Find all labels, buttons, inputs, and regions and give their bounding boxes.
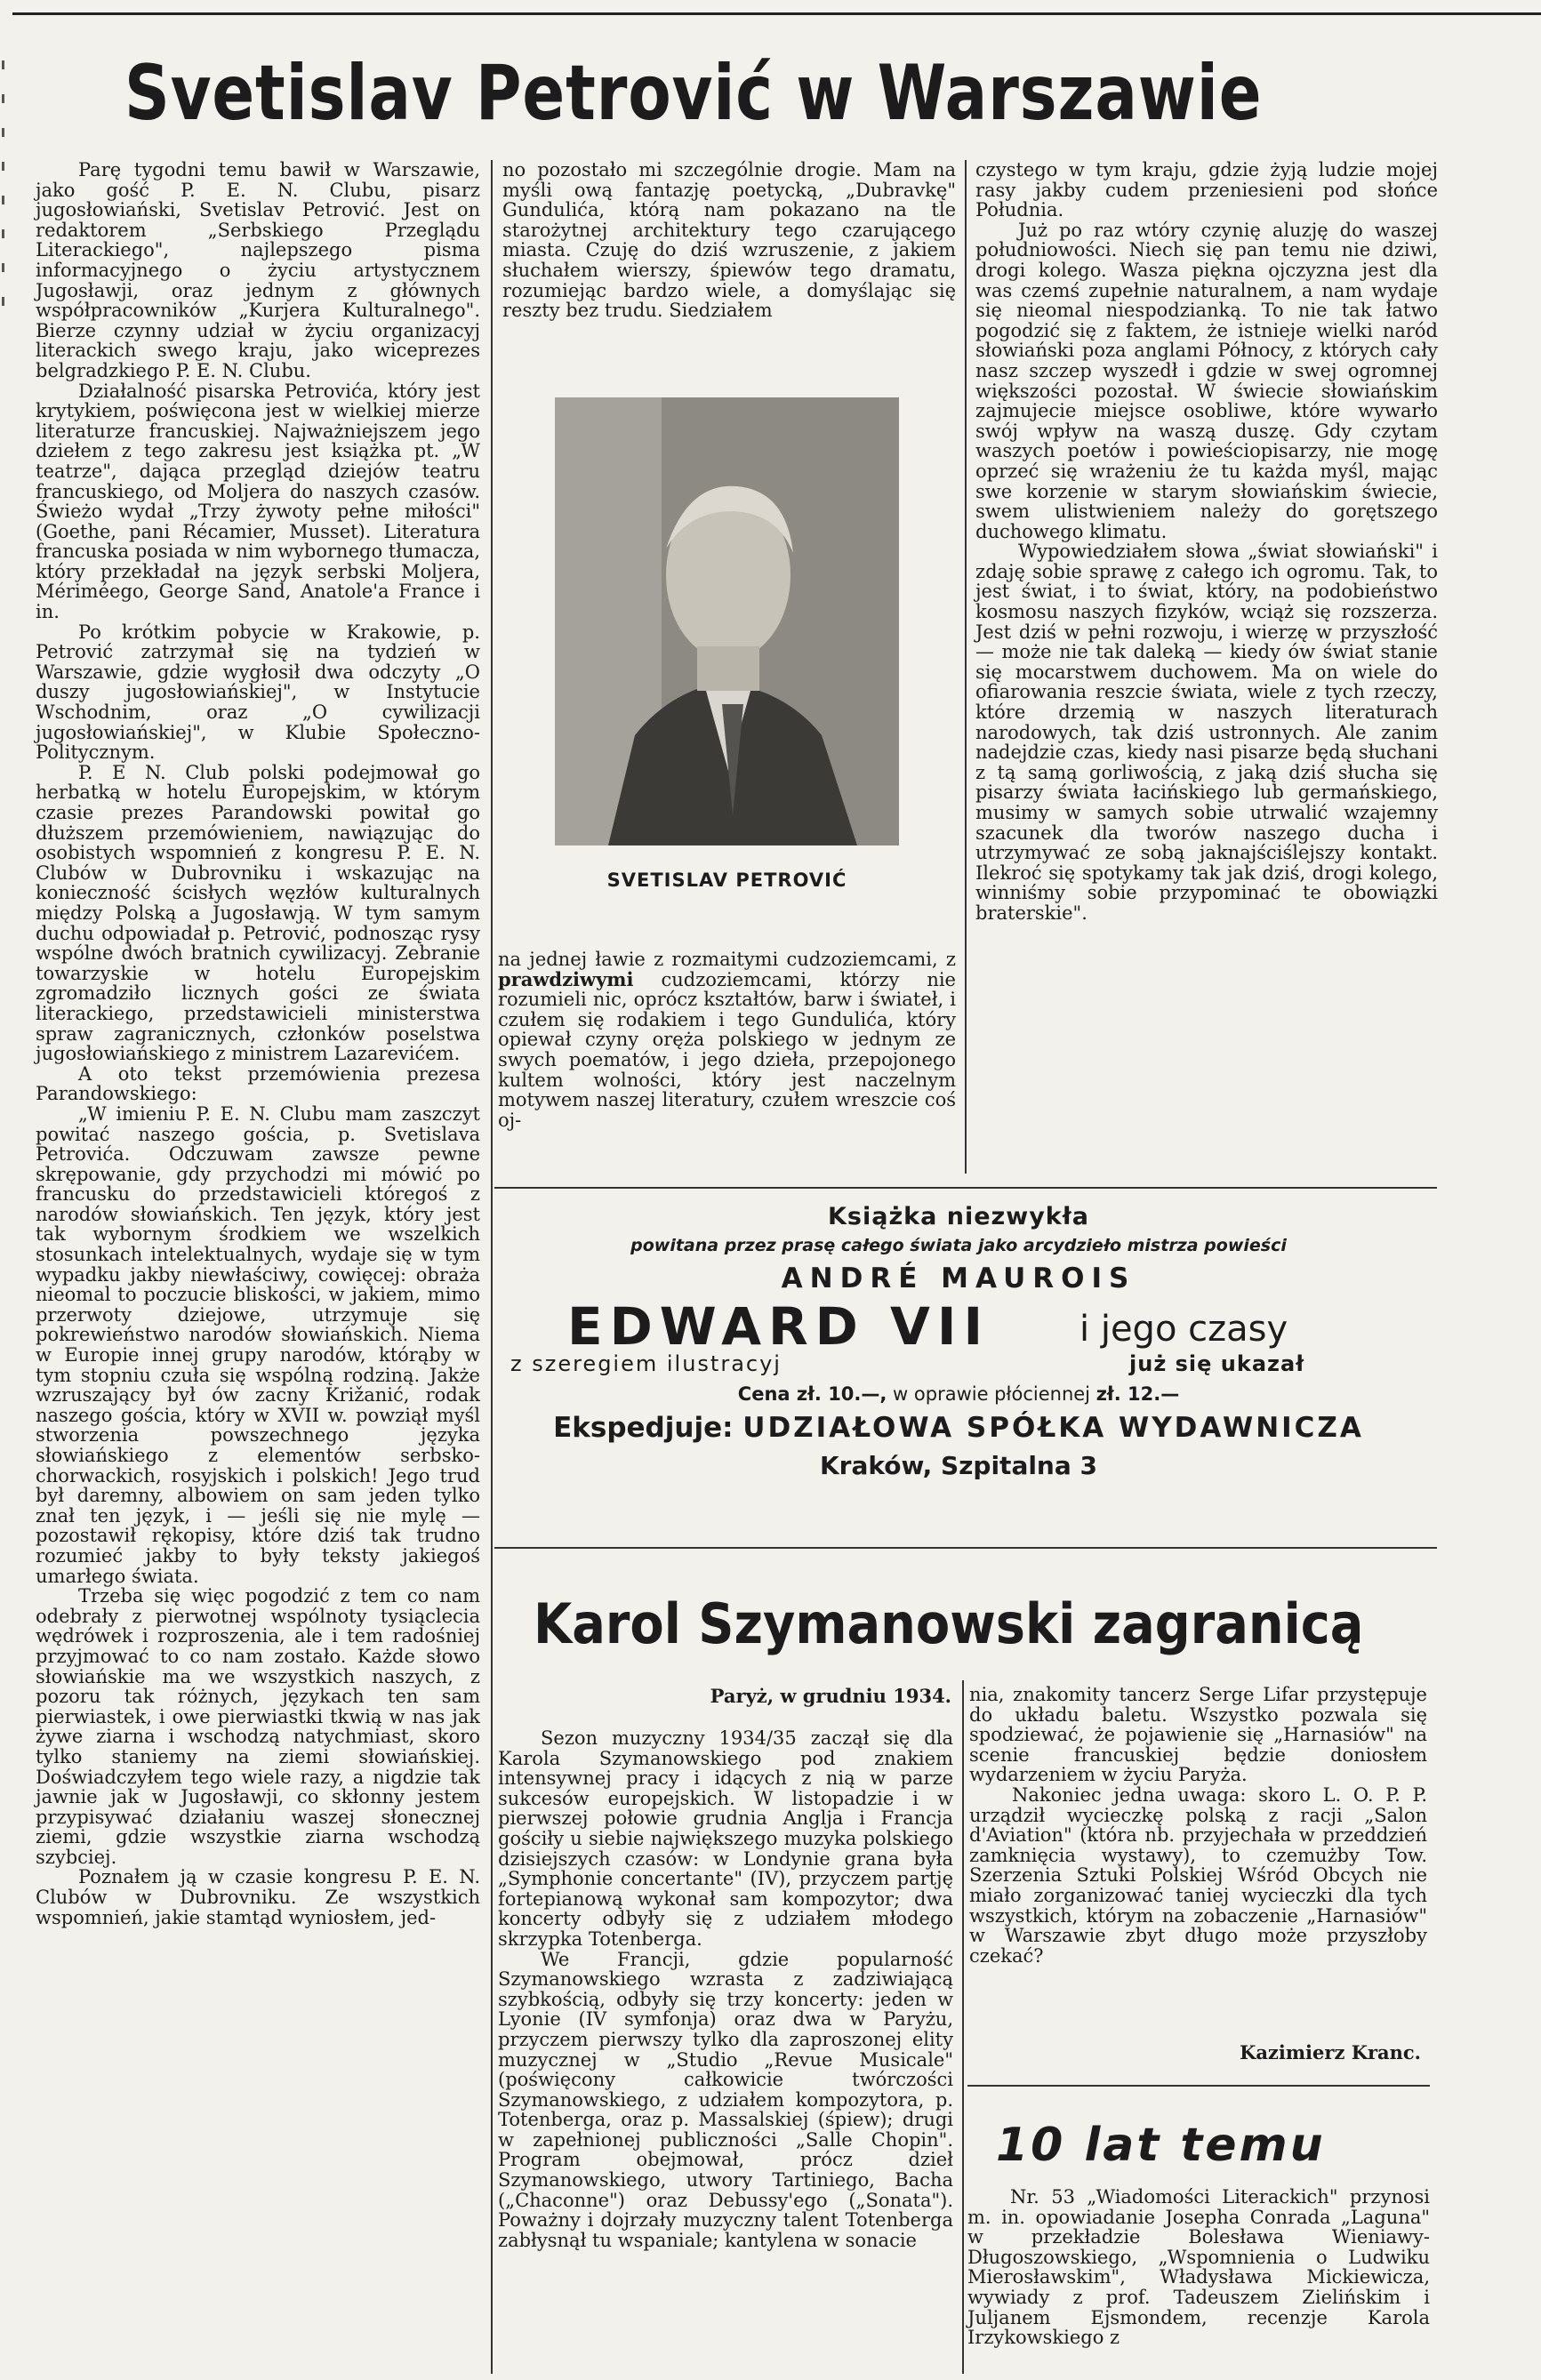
paragraph: Po krótkim pobycie w Krakowie, p. Petrović zatrzymał się na tydzień w Warszawie, gdzie wygłosił dwa odczyty „O duszy jugosłowiańskiej", w Instytucie Wschodnim, oraz „O cywilizacji jugosłowiańskiej", w Klubie Społeczno-Politycznym. xyxy=(36,621,480,764)
ad-published: już się ukazał xyxy=(1129,1351,1305,1376)
ad-price xyxy=(496,1383,1421,1405)
paragraph: nia, znakomity tancerz Serge Lifar przystępuje do układu baletu. Wszystko pozwala się spodziewać, że pojawienie się „Harnasiów" na scenie francuskiej będzie doniosłem wydarzeniem w życiu Paryża. xyxy=(969,1684,1427,1786)
dateline: Paryż, w grudniu 1934. xyxy=(710,1685,951,1707)
column-rule xyxy=(491,160,493,2374)
section-rule xyxy=(967,2085,1430,2087)
article-headline-szymanowski: Karol Szymanowski zagranicą xyxy=(534,1591,1364,1656)
section-rule xyxy=(494,1187,1437,1189)
portrait-photo xyxy=(555,397,899,845)
paragraph: „W imieniu P. E. N. Clubu mam zaszczyt powitać naszego gościa, p. Svetislava Petrovića. Odczuwam zawsze pewne skrępowanie, gdy przychodzi mi mówić po francusku do przedstawicieli któregoś z narodów słowiańskich. Ten język, który jest tak wybornym środkiem we wszelkich stosunkach intelektualnych, wydaje się w tym wypadku jakby niewłaściwy, cowięcej: obraża nieomal to poczucie bliskości, w jakiem, mimo przerwoty dziejowe, utrzymuje się pokrewieństwo narodów słowiańskich. Niema w Europie innej grupy narodów, którąby w tym stopniu czuła się wspólną rodziną. Jakże wzruszający był ów zacny Križanić, rodak naszego gościa, który w XVII w. powziął myśl stworzenia powszechnego języka słowiańskiego z elementów serbsko-chorwackich, rosyjskich i polskich! Jego trud był daremny, albowiem on sam jeden tylko znał ten język, i — jeśli się nie mylę — pozostawił rękopisy, które dziś tak trudno rozumieć jakby to były teksty jakiegoś umarłego świata. xyxy=(36,1102,480,1587)
paragraph: Wypowiedziałem słowa „świat słowiański" i zdaję sobie sprawę z całego ich ogromu. Tak, to jest świat, i to świat, który, na podobieństwo kosmosu naszych fizyków, wciąż się rozszerza. Jest dziś w pełni rozwoju, i wierzę w przyszłość — może nie tak daleką — kiedy ów świat stanie się mocarstwem duchowem. Ma on wiele do ofiarowania reszcie świata, wiele z tych rzeczy, które drzemią w naszych literaturach narodowych, tak dziś ustronnych. Ale zanim nadejdzie czas, kiedy nasi pisarze będą słuchani z tą samą gorliwością, z jaką dziś słucha się pisarzy świata łacińskiego lub germańskiego, musimy w samych sobie utrwalić wzajemny szacunek dla tworów naszego ducha i utrzymywać ze sobą jaknajściślejszy kontakt. Ilekroć się spotykamy tak jak dziś, drogi kolego, winniśmy sobie przypominać te obowiązki braterskie". xyxy=(975,541,1438,924)
paragraph: P. E N. Club polski podejmował go herbatką w hotelu Europejskim, w którym czasie prezes Parandowski powitał go dłuższem przemówieniem, nawiązując do osobistych wspomnień z kongresu P. E. N. Clubów w Dubrovniku i wskazując na konieczność ścisłych węzłów kulturalnych między Polską a Jugosławją. W tym samym duchu odpowiadał p. Petrović, podnosząc rysy wspólne dwóch bratnich cywilizacyj. Zebranie towarzyskie w hotelu Europejskim zgromadziło licznych gości ze świata literackiego, przedstawicieli ministerstwa spraw zagranicznych, członków poselstwa jugosłowiańskiego z ministrem Lazarevićem. xyxy=(36,761,480,1065)
paragraph: Nakoniec jedna uwaga: skoro L. O. P. P. urządził wycieczkę polską z racji „Salon d'Aviation" (która nb. przyjechała w przeddzień zamknięcia wystawy), to czemużby Tow. Szerzenia Sztuki Polskiej Wśród Obcych nie miało zorganizować taniej wycieczki dla tych wszystkich, którym na zobaczenie „Harnasiów" w Warszawie zbyt długo może przyszłoby czekać? xyxy=(969,1783,1427,1967)
article-column-2-bottom xyxy=(498,950,956,1130)
price-cloth: zł. 12.— xyxy=(1096,1383,1180,1405)
margin-marks xyxy=(2,36,7,925)
paragraph: Sezon muzyczny 1934/35 zaczął się dla Karola Szymanowskiego pod znakiem intensywnej pracy i idących z nią w parze sukcesów europejskich. W listopadzie i w pierwszej połowie grudnia Anglja i Francja gościły u siebie największego muzyka polskiego dzisiejszych czasów: w Londynie grana była „Symphonie concertante" (IV), przyczem partję fortepianową wykonał sam kompozytor; dwa koncerty odbyły się z udziałem młodego skrzypka Totenberga. xyxy=(498,1727,953,1950)
paragraph: We Francji, gdzie popularność Szymanowskiego wzrasta z zadziwiającą szybkością, odbyły się trzy koncerty: jeden w Lyonie (IV symfonja) oraz dwa w Paryżu, przyczem pierwszy tylko dla zaproszonej elity muzycznej w „Studio „Revue Musicale" (poświęcony całkowicie twórczości Szymanowskiego, z udziałem kompozytora, p. Totenberga, oraz p. Massalskiej (śpiew); drugi w zapełnionej publiczności „Salle Chopin". Program obejmował, prócz dzieł Szymanowskiego, utwory Tartiniego, Bacha („Chaconne") oraz Debussy'ego („Sonata"). Poważny i dojrzały muzyczny talent Totenberga zabłysnął tu wspaniale; kantylena w sonacie xyxy=(498,1948,953,2251)
ad-subheading: powitana przez prasę całego świata jako arcydzieło mistrza powieści xyxy=(630,1236,1287,1255)
ad-title: EDWARD VII xyxy=(567,1296,991,1357)
ad-address: Kraków, Szpitalna 3 xyxy=(819,1451,1097,1480)
article-column-1 xyxy=(36,160,480,1927)
paragraph: Trzeba się więc pogodzić z tem co nam odebrały z pierwotnej wspólnoty tysiąclecia wędrówek i rozproszenia, ale i tem radośniej przyjmować to co nam zostało. Każde słowo słowiańskie ma we wszystkich naszych, z pozoru tak różnych, językach ten sam pierwiastek, i owe pierwiastki tkwią w nas jak żywe ziarna i wschodzą natychmiast, skoro tylko staniemy na ziemi słowiańskiej. Doświadczyłem tego wiele razy, a nigdzie tak jawnie jak w Jugosławji, co skłonny jestem przypisywać działaniu waszej słonecznej ziemi, gdzie wszystkie ziarna wschodzą szybciej. xyxy=(36,1585,480,1868)
text-run: cudzoziemcami, którzy nie rozumieli nic, oprócz kształtów, barw i świateł, i czułem się rodakiem i tego Gundulića, który opiewał czyny oręża polskiego w jednym ze swych poematów, i jego dzieła, przepojonego kultem wolności, który jest naczelnym motywem naszej literatury, czułem wreszcie coś oj- xyxy=(498,968,956,1131)
ad-distributor xyxy=(496,1412,1421,1444)
article-column-2-top xyxy=(502,160,956,321)
szymanowski-column-1 xyxy=(498,1728,953,2250)
author-signature: Kazimierz Kranc. xyxy=(1240,2041,1421,2063)
paragraph: czystego w tym kraju, gdzie żyją ludzie mojej rasy jakby cudem przeniesieni pod słońce Południa. xyxy=(975,159,1438,221)
ad-heading: Książka niezwykła xyxy=(827,1203,1089,1230)
szymanowski-column-2 xyxy=(969,1685,1427,1966)
distributor-label: Ekspedjuje: xyxy=(553,1412,743,1444)
ten-years-ago-column xyxy=(967,2187,1430,2348)
headline: Svetislav Petrović w Warszawie xyxy=(124,49,1263,138)
article-column-3 xyxy=(975,160,1438,924)
section-headline-10-lat-temu: 10 lat temu xyxy=(996,2119,1326,2172)
paragraph: Nr. 53 „Wiadomości Literackich" przynosi m. in. opowiadanie Josepha Conrada „Laguna" w przekładzie Bolesława Wieniawy-Długoszowskiego, „Wspomnienia o Ludwiku Mierosławskim", Władysława Mickiewicza, wywiady z prof. Tadeuszem Zielińskim i Juljanem Ejsmondem, recenzje Karola Irzykowskiego z xyxy=(967,2186,1430,2349)
ad-title-suffix: i jego czasy xyxy=(1080,1309,1288,1350)
paragraph: Już po raz wtóry czynię aluzję do waszej południowości. Niech się pan temu nie dziwi, drogi kolego. Wasza piękna ojczyzna jest dla was czemś zupełnie naturalnem, a nam wydaje się nieomal niespodzianką. To nie tak łatwo pogodzić się z faktem, że istnieje wielki naród słowiański poza anglami Północy, z których cały nasz szczep wyszedł i gdzie w swej ogromnej większości pozostał. W świecie słowiańskim zajmujecie miejsce osobliwe, które wywarło swój wpływ na waszą duszę. Gdy czytam waszych poetów i powieściopisarzy, nie mogę oprzeć się wrażeniu że tu każda myśl, mając swe korzenie w starym słowiańskim świecie, swem ulistwieniem należy do gorętszego duchowego klimatu. xyxy=(975,219,1438,542)
publisher-name: UDZIAŁOWA SPÓŁKA WYDAWNICZA xyxy=(742,1412,1364,1444)
emphasis: prawdziwymi xyxy=(498,967,634,990)
photo-caption: SVETISLAV PETROVIĆ xyxy=(606,869,847,891)
ad-author: ANDRÉ MAUROIS xyxy=(781,1262,1136,1294)
paragraph: no pozostało mi szczególnie drogie. Mam na myśli ową fantazję poetycką, „Dubravkę" Gundulića, którą nam pokazano na tle starożytnej architektury tego czarującego miasta. Czuję do dziś wzruszenie, z jakiem słuchałem wierszy, śpiewów tego dramatu, rozumiejąc bardzo wiele, a domyślając się reszty bez trudu. Siedziałem xyxy=(502,159,956,322)
top-rule xyxy=(12,12,1541,15)
column-rule xyxy=(962,1680,964,2374)
ad-title-row xyxy=(496,1296,1421,1357)
ad-illustrations: z szeregiem ilustracyj xyxy=(510,1351,782,1376)
section-rule xyxy=(494,1547,1437,1549)
paragraph: Parę tygodni temu bawił w Warszawie, jako gość P. E. N. Clubu, pisarz jugosłowiański, Svetislav Petrović. Jest on redaktorem „Serbskiego Przeglądu Literackiego", najlepszego pisma informacyjnego o życiu artystycznem Jugosławji, oraz jednym z głównych współpracowników „Kurjera Kulturalnego". Bierze czynny udział w życiu organizacyj literackich swego kraju, jako wiceprezes belgradzkiego P. E. N. Clubu. xyxy=(36,159,480,381)
column-rule xyxy=(965,160,967,1174)
price-paper: Cena zł. 10.—, xyxy=(737,1383,887,1405)
paragraph: Poznałem ją w czasie kongresu P. E. N. Clubów w Dubrovniku. Ze wszystkich wspomnień, jakie stamtąd wyniosłem, jed- xyxy=(36,1866,480,1928)
paragraph: A oto tekst przemówienia prezesa Parandowskiego: xyxy=(36,1062,480,1105)
paragraph xyxy=(498,950,956,1130)
text-run: na jednej ławie z rozmaitymi cudzoziemcami, z xyxy=(498,949,956,970)
paragraph: Działalność pisarska Petrovića, który jest krytykiem, poświęcona jest w wielkiej mierze literaturze francuskiej. Najważniejszem jego dziełem z tego zakresu jest książka pt. „W teatrze", dająca przegląd dziejów teatru francuskiego, od Moljera do naszych czasów. Świeżo wydał „Trzy żywoty pełne miłości" (Goethe, pani Récamier, Musset). Literatura francuska posiada w nim wybornego tłumacza, który przekładał na język serbski Moljera, Mériméego, George Sand, Anatole'a France i in. xyxy=(36,380,480,623)
price-binding: w oprawie płóciennej xyxy=(887,1383,1096,1405)
ad-info-row xyxy=(496,1351,1421,1378)
book-advertisement xyxy=(496,1203,1421,1480)
